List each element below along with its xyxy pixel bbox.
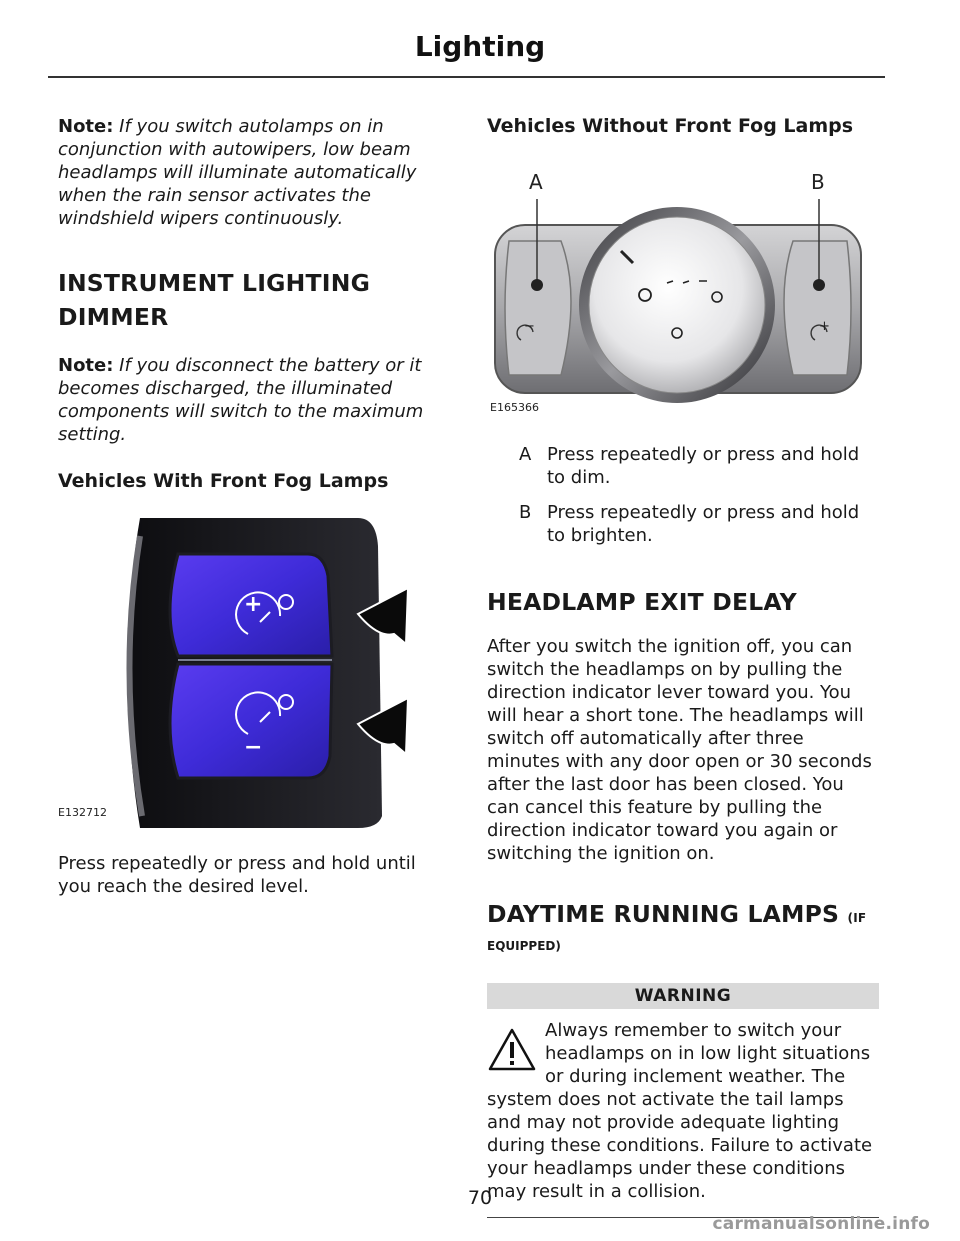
paragraph-exit-delay: After you switch the ignition off, you can switch the headlamps on by pulling the direction indicator lever toward you. You will hear a short tone. The headlamps will switch off automatically after three minutes with any door open or 30 seconds after the last door has been closed. You can cancel this feature by pulling the direction indicator toward you again or switching the ignition on. <box>487 636 872 864</box>
definition-row-b <box>487 501 879 547</box>
note-text: If you switch autolamps on in conjunction with autowipers, low beam headlamps will illuminate automatically when the rain sensor activates the windshield wipers continuously. <box>58 116 417 229</box>
warning-text: Always remember to switch your headlamps on in low light situations or during inclement weather. The system does not activate the tail lamps and may not provide adequate lighting during these conditions. Failure to activate your headlamps under these conditions may result in a collision. <box>487 1020 873 1202</box>
note-battery <box>58 354 438 446</box>
definition-value: Press repeatedly or press and hold to brighten. <box>547 502 860 546</box>
definition-key: A <box>519 444 532 465</box>
definition-value: Press repeatedly or press and hold to dim. <box>547 444 860 488</box>
figure-code: E165366 <box>490 401 539 414</box>
section-instrument-lighting-dimmer <box>58 266 438 334</box>
section-title-main: DAYTIME RUNNING LAMPS <box>487 900 840 928</box>
subheading-with-fog-lamps: Vehicles With Front Fog Lamps <box>58 470 389 492</box>
page-title: Lighting <box>414 30 546 63</box>
page-number: 70 <box>467 1187 493 1209</box>
section-title-qualifier: (IF <box>847 911 867 925</box>
note-label: Note: <box>58 116 114 137</box>
definition-list <box>487 443 879 547</box>
section-title-line2: DIMMER <box>58 303 169 331</box>
figure-fog-lamp-dimmer <box>58 516 438 828</box>
figure-headlamp-switch <box>487 165 879 415</box>
definition-key: B <box>519 502 532 523</box>
figure-code: E132712 <box>58 806 107 819</box>
minus-symbol: − <box>524 319 535 334</box>
note-label: Note: <box>58 355 114 376</box>
label-a: A <box>529 170 543 194</box>
plus-symbol: + <box>819 319 830 334</box>
right-column <box>487 115 879 1218</box>
note-text: If you disconnect the battery or it becomes discharged, the illuminated components will switch to the maximum setting. <box>58 355 424 445</box>
plus-symbol: + <box>244 592 263 617</box>
note-autolamps <box>58 115 438 230</box>
warning-triangle-icon <box>487 1027 537 1073</box>
label-b: B <box>811 170 825 194</box>
section-title-line1: INSTRUMENT LIGHTING <box>58 269 371 297</box>
section-daytime-running-lamps <box>487 897 879 935</box>
left-column <box>58 115 438 898</box>
minus-symbol: − <box>244 735 263 760</box>
watermark: carmanualsonline.info <box>712 1214 930 1234</box>
dimmer-switch-illustration <box>58 516 438 828</box>
definition-row-a <box>487 443 879 489</box>
warning-block <box>487 1019 879 1203</box>
paragraph-press-repeatedly: Press repeatedly or press and hold until you reach the desired level. <box>58 853 416 897</box>
headlamp-switch-illustration <box>487 165 879 415</box>
section-headlamp-exit-delay: HEADLAMP EXIT DELAY <box>487 588 797 616</box>
title-rule <box>48 76 885 78</box>
section-title-qualifier-cont: EQUIPPED) <box>487 939 561 953</box>
warning-banner: WARNING <box>487 983 879 1009</box>
subheading-without-fog-lamps: Vehicles Without Front Fog Lamps <box>487 115 854 137</box>
